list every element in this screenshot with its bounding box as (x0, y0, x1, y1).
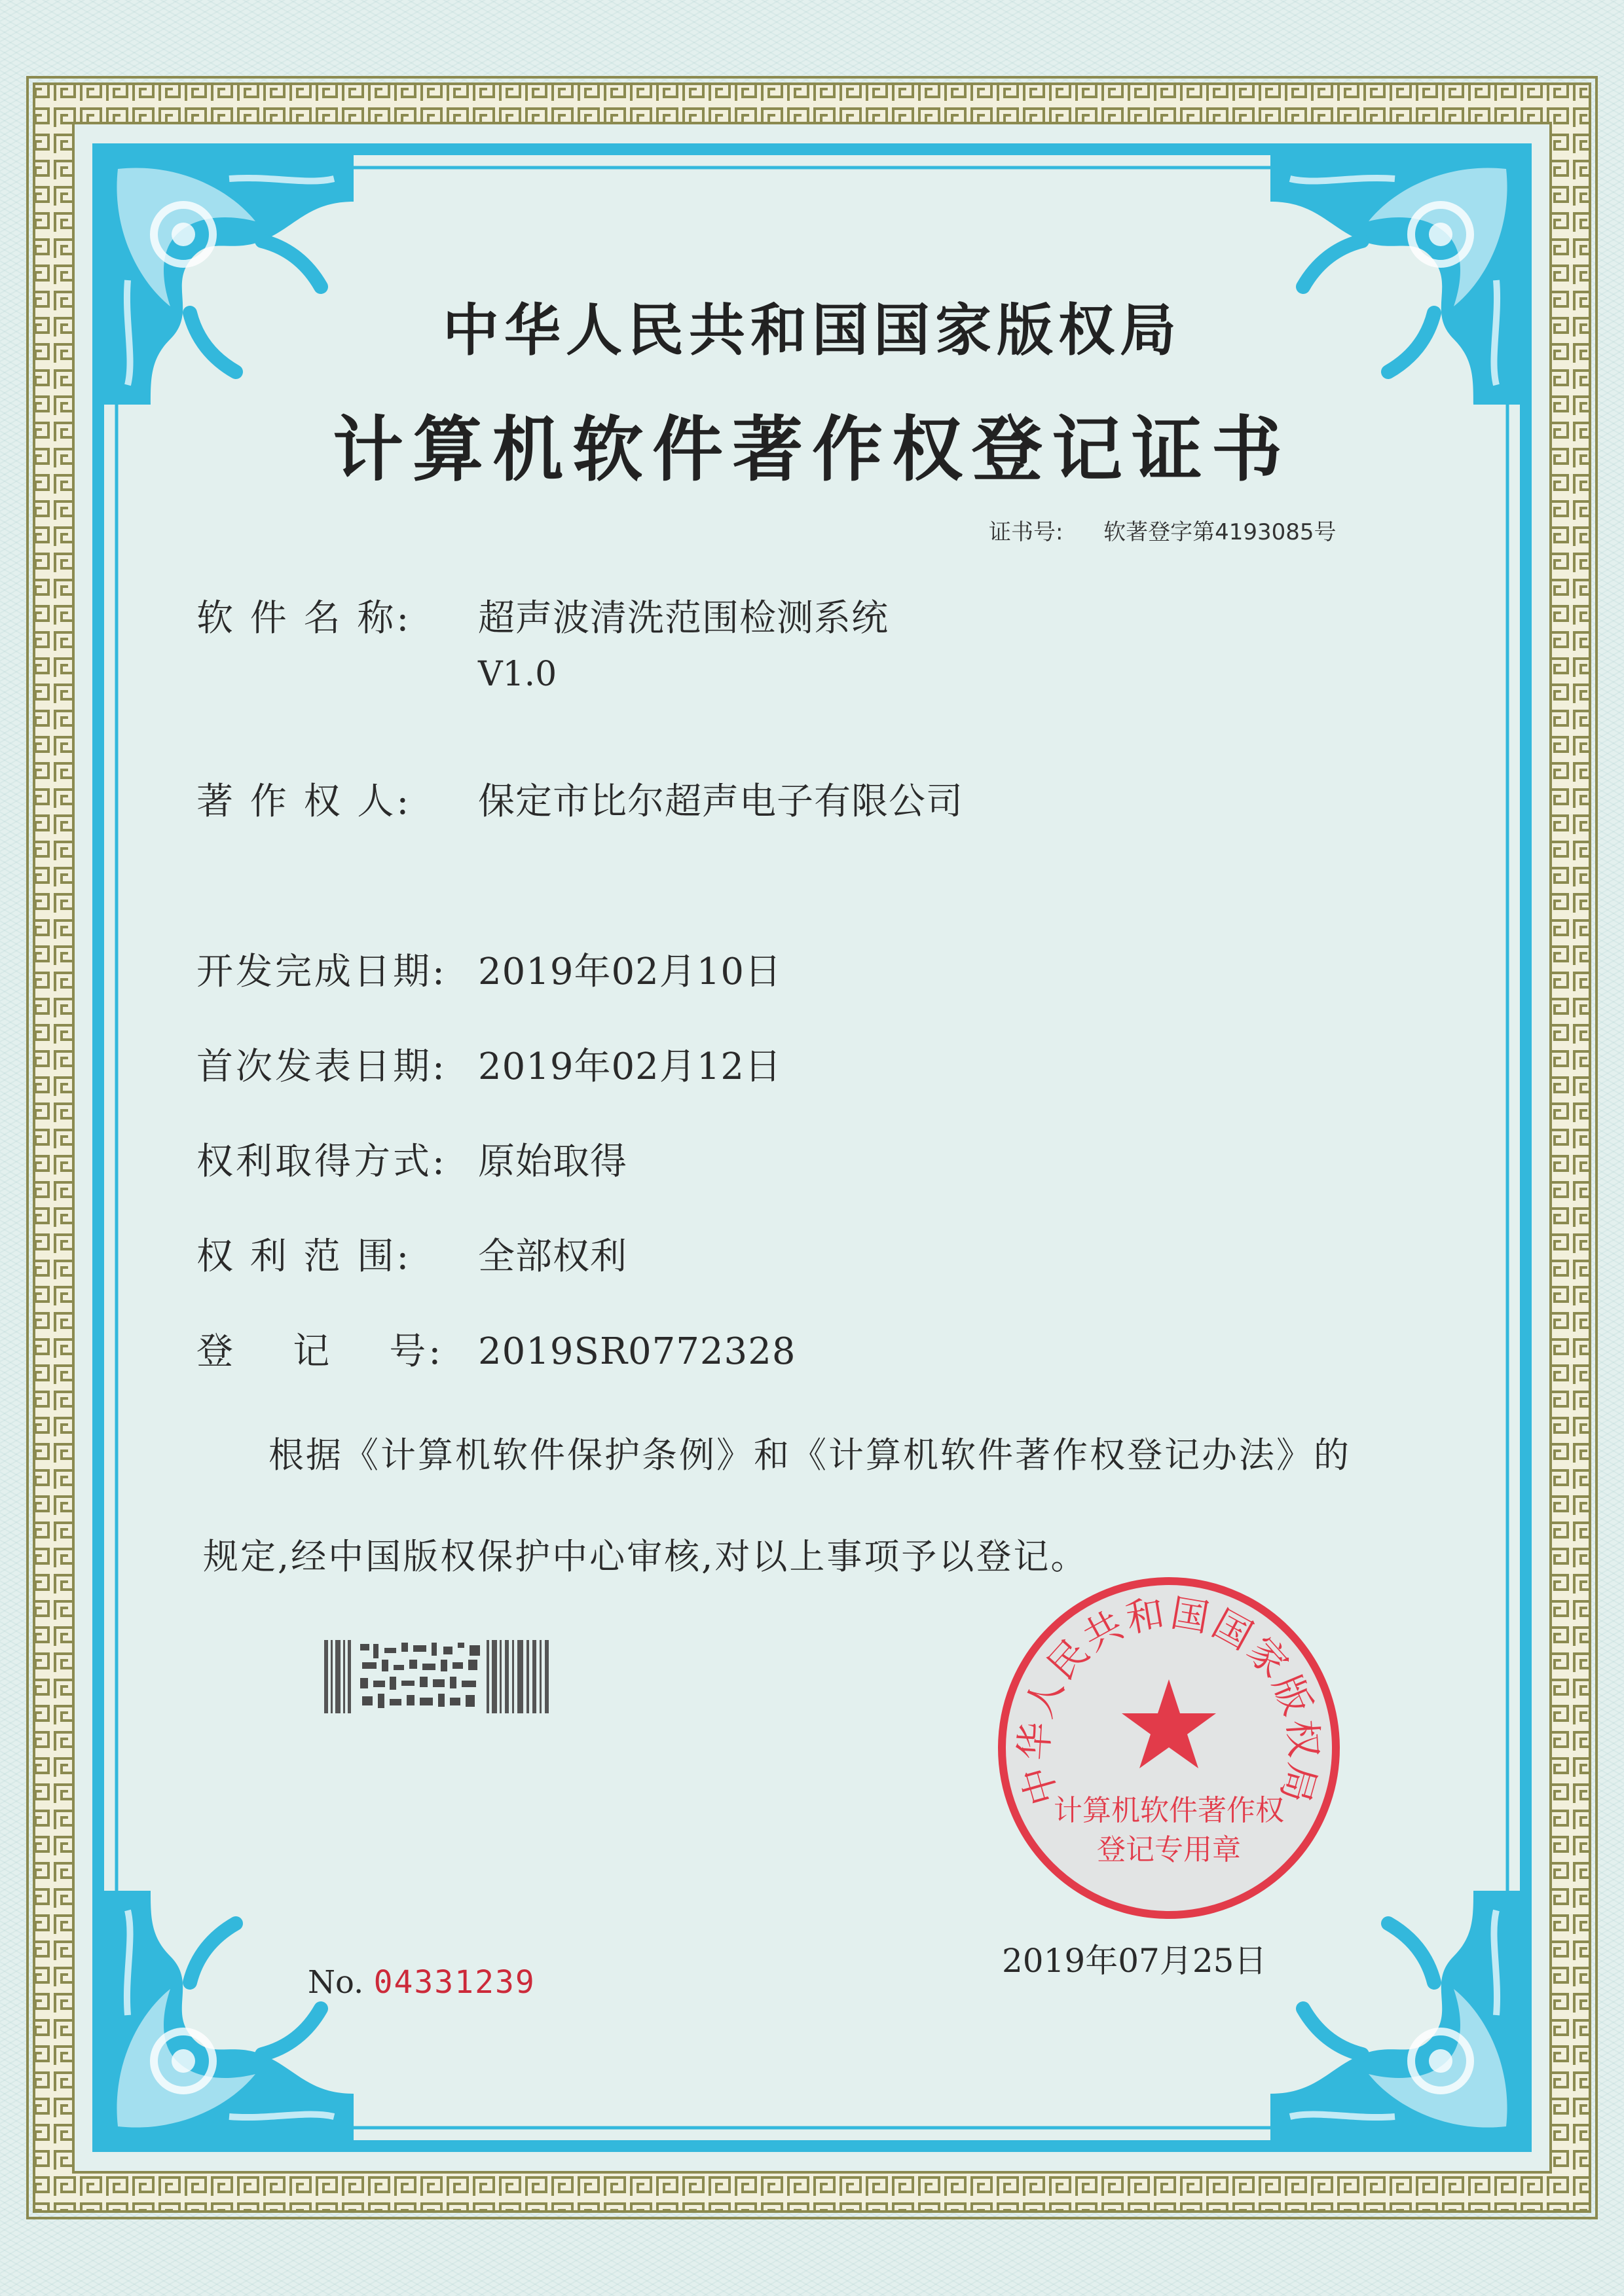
seal-outer-text: 中华人民共和国国家版权局 (1011, 1590, 1327, 1810)
barcode (324, 1640, 550, 1713)
completion-date-label: 开发完成日期: (196, 951, 447, 993)
software-version: V1.0 (478, 655, 557, 694)
serial-number-value: 04331239 (373, 1964, 536, 2001)
seal-inner-text-1: 计算机软件著作权 (1054, 1794, 1284, 1827)
issue-date: 2019年07月25日 (1002, 1942, 1267, 1980)
first-publication-date-value: 2019年02月12日 (478, 1046, 783, 1088)
software-name-label: 软 件 名 称: (196, 597, 412, 640)
acquisition-method-label: 权利取得方式: (196, 1140, 447, 1183)
seal-inner-text-2: 登记专用章 (1097, 1833, 1241, 1867)
field-completion-date (196, 943, 782, 995)
certificate-title: 计算机软件著作权登记证书 (332, 409, 1291, 491)
acquisition-method-value: 原始取得 (478, 1140, 627, 1183)
completion-date-value: 2019年02月10日 (478, 951, 783, 993)
field-copyright-owner (196, 773, 963, 825)
certificate-number-label: 证书号: (989, 519, 1063, 545)
issuer-heading: 中华人民共和国国家版权局 (443, 298, 1181, 363)
serial-number-label: No. (308, 1964, 364, 2001)
statement-line-1: 根据《计算机软件保护条例》和《计算机软件著作权登记办法》的 (268, 1434, 1351, 1476)
software-name-value: 超声波清洗范围检测系统 (478, 597, 889, 640)
copyright-owner-value: 保定市比尔超声电子有限公司 (478, 780, 963, 823)
registration-number-label: 登 记 号: (196, 1330, 444, 1373)
certificate-number (989, 514, 1337, 546)
field-acquisition-method (196, 1133, 627, 1185)
field-first-publication-date (196, 1038, 782, 1090)
certificate-number-value: 软著登字第4193085号 (1103, 519, 1337, 545)
field-software-name (196, 589, 889, 642)
serial-number (308, 1964, 536, 2001)
official-seal (992, 1571, 1346, 1925)
scope-of-rights-value: 全部权利 (478, 1235, 627, 1278)
field-registration-number (196, 1322, 796, 1375)
statement-line-2: 规定,经中国版权保护中心审核,对以上事项予以登记。 (203, 1536, 1088, 1577)
field-scope-of-rights (196, 1228, 627, 1280)
copyright-owner-label: 著 作 权 人: (196, 780, 412, 823)
registration-number-value: 2019SR0772328 (478, 1330, 796, 1373)
scope-of-rights-label: 权 利 范 围: (196, 1235, 412, 1278)
first-publication-date-label: 首次发表日期: (196, 1046, 447, 1088)
